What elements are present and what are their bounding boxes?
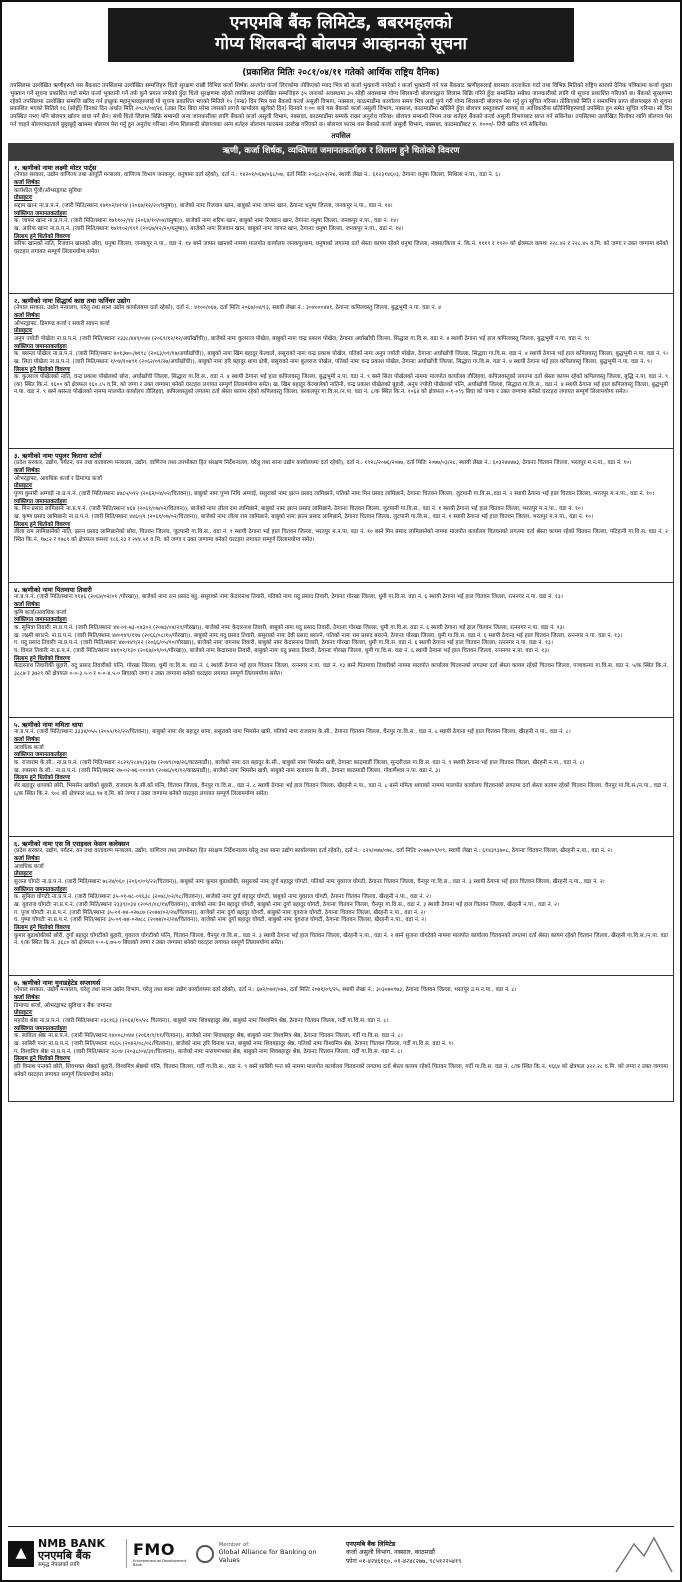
fmo-mark: FMO <box>133 1539 175 1559</box>
registration-details: (प्रदेश सरकार, उद्योग, पर्यटन, वन तथा वातावरण मन्त्रालय, उद्योग, वाणिज्य तथा उपभोक्ता हित संरक्षण निर्देशनालय, घरेलु तथा साना उद्योग कार्यालयमा दर्ता रहेको), दर्ता नं.: १९२८/२०७६/२०७७, दर्ता मितिः २०७७/०३/२८, स्थायी लेखा नं.: ६०३२४४४७३, ठेगानाः चितवन जिल्ला, भरतपुर म.न.पा., वडा नं. १०। <box>14 460 632 467</box>
loan-head-value: आवधिक कर्जा <box>14 863 44 870</box>
address-bank-name: एनएमबि बैंक लिमिटेड <box>346 1540 396 1548</box>
loan-head-label: कर्जा शिर्षकः <box>14 313 40 320</box>
loan-head-label: कर्जा शिर्षकः <box>14 995 40 1002</box>
borrower-section <box>8 294 674 449</box>
fmo-logo <box>126 1539 188 1568</box>
borrower-name: ३. ऋणीको नामः पपुलर किराना स्टोर्स <box>14 451 102 460</box>
borrower-sections <box>8 161 674 1102</box>
collateral-details: सरिफ खानको नाति, रिजवान खानको छोरा, धनुषा जिल्ला, जनकपुर न.पा., वडा नं. १४ बस्ने जाफर खानको नाममा मालपोत कार्यालय जनकपुरधाम, धनुषाको लगतमा दर्ता श्रेस्ता कायम रहेको धनुषा जिल्ला, नक्सा/कित्ता नं. कि.नं. १११९ र १९२० को क्षेत्रफल कमशः २२८.४२ र २२८.४५ व.मि. को जग्गा र उक्त जग्गामा बनेको घरटहरा लगायत सम्पूर्ण लिलामयोग्य समेत। <box>14 241 668 255</box>
member-of-label: Member of: <box>218 1542 250 1549</box>
nmb-logo <box>8 1538 126 1569</box>
nmb-mountain-icon: ▲ <box>8 1541 34 1567</box>
collateral-details: शेर बहादुर थापाको छोरी, भिमसेन खत्रीको बुहारी, राजाराम के.सी.को पत्नि, चितवन जिल्ला, चैनपुर गा.वि.स., वडा नं. ८ स्थायी ठेगाना भई हाल चितवन जिल्ला, खैरहनी न.पा., वडा नं. ८ बस्ने ममिता थापाको नाममा मालपोत कार्यालय चितवनको लगतमा दर्ता श्रेस्ता कायम रहेको चितवन जिल्ला, चैनपुर गा.वि.स./न.पा., वडा नं. ६/क स्थित कि.नं. ९०८ को क्षेत्रफल ४६३.९७ व.मि. को जग्गा र उक्त जग्गामा बनेको घरटहरा लगायत सम्पूर्ण लिलामयोग्य समेत। <box>14 783 668 797</box>
fmo-subtitle: Entrepreneurial Development Bank <box>133 1559 187 1568</box>
notice-title-box <box>108 8 574 62</box>
registration-details: (प्रदेश सरकार, उद्योग, पर्यटन, वन तथा वातावरण मन्त्रालय, उद्योग, वाणिज्य तथा उपभोक्ता हित संरक्षण निर्देशनालय घरेलु तथा साना उद्योग कार्यालयमा दर्ता रहेको), दर्ता नं.: ८२५/०७७/०७८, दर्ता मितिः २०७७/०९/०९, स्थायी लेखा नं.: ६१४३९३७०८, ठेगानाः चितवन जिल्ला, खैरहनी न.पा., वडा नं. २। <box>14 848 613 855</box>
borrower-name: ४. ऋणीको नामः पितमाया तिवारी <box>14 585 92 594</box>
proprietor-details: पुण्य कुमारी अम्गाईः ना.प्र.प.नं. (जारी मिति/स्थानः ४७८५/०१२ (२०६२/०४/०२/चितवन)), बाबुको नामः पुण्य निधि अम्गाई, ससुराको नामः झल्न प्रसाद लामिछाने, पतिको नामः मिन प्रसाद लामिछाने, ठेगानाः चितवन जिल्ला, जुटपानी गा.वि.स.,वडा नं. २ स्थायी ठेगाना भई हाल चितवन जिल्ला, भरतपुर म.न.पा., वडा नं. १०। <box>14 491 655 498</box>
guarantor-item: ख. लक्ष्मी बराल्ने: ना.प्र.प.नं. (जारी मिति/स्थानः ४४०१४९/१९७ (२०६६/०८/१०/गोरखा)), बाबुको नामः यदु प्रसाद तिवारी, ससुराको नामः देवी प्रसाद बराल्ने, पतिको नामः राम प्रसाद बराल्ने, ठेगानाः गोरखा जिल्ला, धुमी गा.वि.स. वडा नं. ६ स्थायी ठेगाना भई हाल चितवन जिल्ला, रत्ननगर न.पा. वडा नं. १३। <box>14 632 623 639</box>
guarantor-item: घ. विमल तिवारीः ना.प्र.प.नं. (जारी मिति/स्थानः ४४१०२/१३० (२०६७/०९/०९/गोरखा)), बाजेको नामः केदारनाथ तिवारी, बाबुको नामः यदु प्रसाद तिवारी, ठेगानाः गोरखा जिल्ला, धुमी गा.वि.स. वडा नं. ६ स्थायी ठेगाना भई हाल चितवन जिल्ला, रत्ननगर न.पा. वडा नं. १३। <box>14 648 550 655</box>
guarantors-label: व्यक्तिगत जमानतकर्ताहरुः <box>14 752 67 759</box>
loan-head-value: डिमाण्ड कर्जा, ओभरड्राफ्ट सुविधा र बैंक जमानत <box>14 1002 112 1009</box>
footer <box>8 1526 674 1576</box>
notice-title-line2: गोप्य शिलबन्दी बोलपत्र आव्हानको सूचना <box>215 34 467 55</box>
collateral-details: हरि विनाश पन्तको छोरी, शिवभक्त श्रेष्ठको बुहारी, विश्वमित्र श्रेष्ठको पत्नि, चितवन जिल्ला, गर्दी गा.वि.स., वडा नं. ९ बस्ने साबिरी पन्त को नाममा मालपोत कार्यालय चितवनको लगतमा दर्ता श्रेस्ता कायम रहेको चितवन जिल्ला, गर्दी गा.वि.स. वडा नं. ८/क स्थित कि.नं. १६६४ को क्षेत्रफल ३२२.२८ व.मि. को जग्गा र उक्त जग्गामा बनेको घरटहरा लगायत सम्पूर्ण लिलामयोग्य समेत। <box>14 1064 668 1078</box>
proprietor-details: सद्दाम खानः ना.प्र.प.नं. (जारी मिति/स्थानः १७१०२/४१९४ (२०६७/१२/२०/धनुषा)), बाजेको नामः रिजवान खान, बाबुको नामः जाफर खान, ठेगानाः धनुषा जिल्ला, जनकपुर न.पा., वडा नं. १४। <box>14 203 393 210</box>
loan-head-value: कृषि कर्जा/आवधिक कर्जा <box>14 609 67 616</box>
address-phone: फोनः ०१-४२४६१६०, ०१-४२४८२७७, ९८५१२२५४१९ <box>346 1557 462 1565</box>
proprietor-label: प्रोप्राइटरः <box>14 1010 33 1017</box>
collateral-label: लिलाम हुने धितोको विवरणः <box>14 775 71 782</box>
proprietor-details: अनुप ज्योती पोखेलः ना.प्र.प.नं. (जारी मिति/स्थानः २३३८/४४९/०४४ (२०६९/१२/१२/अर्घाखाँची)), बाजेको नामः कुलराज पोखेल, बाबुको नामः चन्द्र प्रकाश पोखेल, ठेगानाः अर्घाखाँची जिल्ला, सिद्धारा गा.वि.स. वडा नं. ४ स्थायी ठेगाना भई हाल कपिलवस्तु जिल्ला, बुद्धभूमी न.पा. वडा नं. ९। <box>14 336 590 343</box>
borrower-name: ७. ऋणीको नामः मुनाडहेटेड सप्लायर्स <box>14 978 101 987</box>
registration-details: (नेपाल सरकार, उद्योग मन्त्रालय, घरेलु तथा साना उद्योग कार्यालयमा दर्ता रहेको), दर्ता नं.: ४१००/०६७, दर्ता मितिः २०६७/०४/१३, स्थायी लेखा नं.: ३०४०००४४१, ठेगानाः कपिलवस्तु जिल्ला, बुद्धभूमी न.पा. वडा नं. ४ <box>14 305 442 312</box>
gabv-name: Global Alliance for Banking on Values <box>218 1548 317 1565</box>
loan-head-label: कर्जा शिर्षकः <box>14 856 40 863</box>
guarantor-item: ख. आरिफ खानः ना.प्र.प.नं. (जारी मिति/स्थानः १७११०२/१९१ (२०६७/१२/२०/धनुषा)), बाजेको नामः रिजवान खान, बाबुको नामः जाफर खान, ठेगानाः धनुषा जिल्ला, जनकपुर न.पा., वडा नं. १४। <box>14 226 404 233</box>
schedule-heading: तपसिल <box>331 132 351 141</box>
collateral-details: कुमार बुढाथोकीको छोरी, दुर्गा बहादुर घोगटीको बुहारी, युवराज घोगटीको पत्नि, चितवन जिल्ला, चैनपुर गा.वि.स., वडा नं. ३ स्थायी ठेगाना भई हाल चितवन जिल्ला, खैरहनी न.पा., वडा नं. २ बस्ने सुजना घोगटेको नाममा मालपोत कार्यालय चितवनको लगतमा दर्ता श्रेस्ता कायम रहेको चितवन जिल्ला, खैरहनी गा.वि.स./न.पा. वडा नं. १/क स्थित कि.नं. ३६८० को क्षेत्रफल ०-०-६.७५-० बिघाको जग्गा र उक्त जग्गामा बनेको घरटहरा लगायत सम्पूर्ण लिलामयोग्य समेत। <box>14 932 668 947</box>
guarantor-item: ख. युवराज घोगटीः ना.प्र.प.नं. (जारी मिति/स्थानः २३३९/०३४ (२०५९/०८/१४/चितवन)), बाजेको नामः प्रेम बहादुर घोगटी, बाबुको नामः दुर्गा बहादुर घोगटी, ठेगानाः चितवन जिल्ला, चैनपुर गा.वि.स., वडा नं. ३ स्थायी ठेगाना भई हाल चितवन जिल्ला, खैरहनी न.पा., वडा नं. २। <box>14 902 560 909</box>
bank-name-en: NMB BANK <box>38 1536 105 1550</box>
loan-head-label: कर्जा शिर्षकः <box>14 468 40 475</box>
published-date: (प्रकाशित मितिः २०८१/०४/११ गतेको आर्थिक राष्ट्रिय दैनिक) <box>242 67 440 78</box>
guarantor-item: ख. सिता पोखेलः ना.प्र.प.नं. (जारी मिति/स्थानः १/०४/१०४९१ (२०६२/०१/२७/अर्घाखाँची)), बाबुको नामः हरि बहादुर थापा क्षेत्री, ससुराको नामः कुलराज पोखेल, पतिको नामः चन्द्र प्रकाश पोखेल, ठेगानाः अर्घाखाँची जिल्ला, सिद्धारा गा.वि.स. वडा नं. ४ स्थायी ठेगाना भई हाल कपिलवस्तु जिल्ला, बुद्धभूमी न.पा. वडा नं. ९। <box>14 359 652 366</box>
collateral-label: लिलाम हुने धितोको विवरणः <box>14 521 71 528</box>
registration-details: (नेपाल सरकार, उद्योग मन्त्रालय, घरेलु तथा साना उद्योग विभाग, घरेलु तथा साना उद्योग कार्यालयमा दर्ता रहेको), दर्ता नं.: ६७२/०७१/०७२, दर्ता मितिः २०७१/०९/२५, स्थायी लेखा नं.: ३०३०७०९७३, ठेगानाः चितवन जिल्ला, भरतपुर उ.म.न.पा., वडा नं. ८। <box>14 987 517 994</box>
guarantor-item: क. जाफर खानः ना.प्र.प.नं. (जारी मिति/स्थानः १७११०२/१४ (२०६४/१०/०४/धनुषा)), बाजेको नामः शरिफ खान, बाबुको नामः रिजवान खान, ठेगानाः धनुषा जिल्ला, जनकपुर न.पा., वडा नं. १४। <box>14 218 399 225</box>
proprietor-details: महादेव श्रेष्ठः ना.प्र.प.नं. (जारी मिति/स्थानः ०३८१६३ (२०६४/१०/२८ चितवन)), बाबुको नामः शिवबहादुर श्रेष्ठ, बाबुको नामः विश्वमित्र श्रेष्ठ, ठेगानाः चितवन जिल्ला, गर्दी गा.वि.स. वडा नं. ८। <box>14 1018 389 1025</box>
loan-head-value: आवधिक कर्जा <box>14 744 44 751</box>
borrower-name: २. ऋणीको नामः सिद्धार्थ काष्ठ तथा फर्निचर उद्योग <box>14 296 131 305</box>
borrower-name: १. ऋणीको नामः लक्ष्मी मोटर पार्ट्स <box>14 163 97 172</box>
borrower-section <box>8 583 674 718</box>
loan-head-label: कर्जा शिर्षकः <box>14 602 40 609</box>
guarantors-label: व्यक्तिगत जमानतकर्ताहरुः <box>14 1025 67 1032</box>
borrower-name: ६. ऋणीको नामः एस वि एराइवल फेसन कलेक्सन <box>14 839 130 848</box>
loan-head-label: कर्जा शिर्षकः <box>14 737 40 744</box>
registration-details: ना.प्र.प.नं. (जारी मिति/स्थानः ११४६ (२०६४/०२/०१ /गोरखा)), बाजेको नामः रत्न प्रसाद बहु, ससुराको नामः केदारनाथ तिवारी, पतिको नामः यदु प्रसाद तिवारी, ठेगानाः गोरखा जिल्ला, धुमी गा.वि.स. वडा नं. ६ स्थायी ठेगाना भई हाल चितवन जिल्ला, रत्ननगर न.पा. वडा नं. १३। <box>14 594 563 601</box>
borrower-section <box>8 449 674 583</box>
borrower-section <box>8 837 674 976</box>
collateral-label: लिलाम हुने धितोको विवरणः <box>14 366 71 373</box>
gabv-circle-icon <box>196 1545 214 1563</box>
borrower-section <box>8 161 674 294</box>
loan-head-value: कार्यशील पूँजी/ओभरड्राफ्ट सुविधा <box>14 187 82 194</box>
collateral-details: केदारनाथ तिवारीकी बुहारी, यदु प्रसाद तिवारीको पत्नि, गोरखा जिल्ला, धुमी गा.वि.स. वडा नं. ६ स्थायी ठेगाना भई हाल चितवन जिल्ला, रत्ननगर न.पा. वडा नं. १३ बस्ने पितमाया तिवारीको नाममा मालपोत कार्यालय चितवनको लगतमा दर्ता श्रेस्ता कायम रहेको चितवन जिल्ला, पञ्चकन्या गा.वि.स. वडा नं. ५/क स्थित कि.नं. ३८८७ र ३७२९ को क्षेत्रफल ०-०-३.५-० र ०-०-४.५-० बिघाको जग्गा र उक्त जग्गामा बनेको घरटहरा लगायत सम्पूर्ण लिलामयोग्य समेत। <box>14 663 668 677</box>
registration-details: ना.प्र.प.नं. (जारी मिति/स्थानः ३३३४/०५५ (२०५५/१२/२२/चितवन)), बाबुको नामः शेर बहादुर थापा, ससुराको नामः भिमसेन खत्री, पतिको नामः राजाराम के.सी., ठेगानाः चितवन जिल्ला, चैनपुर गा.वि.स., वडा नं. ८ स्थायी ठेगाना भई हाल चितवन जिल्ला, खैरहनी न.पा., वडा नं. ८। <box>14 729 571 736</box>
bank-name-np: एनएमबि बैंक <box>38 1548 91 1562</box>
registration-details: (नेपाल सरकार, उद्योग वाणिज्य तथा आपूर्ति मन्त्रालय, वाणिज्य विभाग जनकपुर, धनुषामा दर्ता रहेको), दर्ता नं.: १४२०१/०६७/०६८/०७, दर्ता मितिः २०६८/०२/२४, स्थायी लेखा नं.: ६१२३१४६०३, ठेगानाः धनुषा जिल्ला, मिथिला न.पा., वडा नं. ६। <box>14 172 501 179</box>
guarantor-item: ग. विश्वमित्र श्रेष्ठः ना.प्र.प.नं. (जारी मिति/स्थानः २८०४ (२०३८/०४/३१/चितवन)), बाजेको नामः नारायणभक्त श्रेष्ठ, बाबुको नामः शिवबहादुर श्रेष्ठ, ठेगानाः चितवन जिल्ला, गर्दी गा.वि.स. वडा नं. ८। <box>14 1048 403 1055</box>
collateral-label: लिलाम हुने धितोको विवरणः <box>14 1056 71 1063</box>
collateral-label: लिलाम हुने धितोको विवरणः <box>14 925 71 932</box>
guarantors-label: व्यक्तिगत जमानतकर्ताहरुः <box>14 886 67 893</box>
guarantor-item: क. सुमित्रा तिवारीः ना.प्र.प.नं. (जारी मिति/स्थानः ४४-०१-७३-०४३०२ (२०७३/०४/२९/गोरखा)), बाजेको नामः केदारनाथ तिवारी, बाबुको नामः यदु प्रसाद तिवारी, ठेगानाः गोरखा जिल्ला, धुमी गा.वि.स. वडा नं. ६ स्थायी ठेगाना भई हाल चितवन जिल्ला, रत्ननगर न.पा. वडा नं. १३। <box>14 625 565 632</box>
mountain-icon <box>614 1534 674 1574</box>
collateral-label: लिलाम हुने धितोको विवरणः <box>14 655 71 662</box>
guarantors-label: व्यक्तिगत जमानतकर्ताहरुः <box>14 343 67 350</box>
loan-head-label: कर्जा शिर्षकः <box>14 180 40 187</box>
guarantor-item: ख. कृष्ण प्रसाद लामिछानेः ना.प्र.प.नं. (जारी मिति/स्थानः ४४६०/१ (२०६१/०७/०२/चितवन)), बाजेको नामः लीला राम लामिछाने, बाबुको नामः झल्न प्रसाद लामिछाने, ठेगानाः चितवन जिल्ला, जुटपानी गा.वि.स., वडा नं. १ स्थायी ठेगाना भई हाल चितवन जिल्ला, भरतपुर म.न.पा., वडा नं. १०। <box>14 514 594 521</box>
proprietor-details: सुजना घोगटेः ना.प्र.प.नं. (जारी मिति/स्थानः ७८२४/०६० (२०६०/०९/२२/चितवन)), बाबुको नामः कुमार बुढाथोकी, ससुराको नामः दुर्गा बहादुर घोगटी, पतिको नामः युवराज घोगटी, ठेगानाः चितवन जिल्ला, चैनपुर गा.वि.स., वडा नं. ३ स्थायी ठेगाना भई हाल चितवन जिल्ला, खैरहनी न.पा., वडा नं. २। <box>14 879 605 886</box>
intro-paragraph: तपसिलमा उल्लेखित ऋणीहरुले यस बैंकबाट तपसिलमा उल्लेखित सम्पत्तिहरु धितो सुरक्षण राखी विभिन्न कर्जा शिर्षक अन्तर्गत कर्जा लिएकोमा तोकिएको म्याद भित्र सो कर्जा भुक्तानी नगरेको र कर्जा भुक्तानी गर्न यस बैंकबाट ऋणीहरुलाई बारम्बार तरताकेता गर्दा तथा विभिन्न मितिको राष्ट्रिय स्तरको दैनिक पत्रिकामा कर्जा चुक्ता भुक्तान गर्ने सूचना प्रकाशित गर्दा समेत कर्जा भुक्तानी गर्ने तर्फ कुनै प्रयत्न नगरेको हुँदा धितो सुरक्षणमा रहेको तपसिलमा उल्लेखित सम्पत्तिहरु ३५ जनाको अवस्थामा ३५ सोही अवस्थामा गोप्य शिलबन्दी बोलपत्रद्वारा लिलाम बिक्रि गरिने हुँदा सम्बन्धित सबैका जानकारीको लागि यो सूचना प्रकाशित गरिएको छ। बैंकको सुरक्षणमा रहेको तपसिलमा उल्लेखित सम्पत्ति खरिद गर्न इच्छुक महानुभावहरुलाई यो सूचना प्रकाशित भएको मितिले १५ (पन्ध्र) दिन भित्र यस बैंकको कर्जा असुली विभाग, नक्साल, काठमाडौंमा कार्यालय समय भित्र आई पुग्ने गरी गोप्य शिलबन्दी बोलपत्र पेश गर्नु हुन सूचित गरिन्छ। तोकिएको मिति र समयभित्र प्राप्त बोलपत्रहरु यो सूचना प्रकाशित भएको मितिले १६ (सोह्रौं) दिनका दिन अर्थात मिति २०८१/०४/२६ (उक्त दिन बिदा परेमा त्यसको लगत्तै कार्यालय खुलेको दिन) दिनको १:०० बजे यस बैंकको कर्जा असुली विभाग, नक्साल, काठमाडौंमा खोलिने हुँदा बोलपत्र प्रस्तुतकर्ता स्वयम् वा आधिकारीक प्रतिनिधिहरुलाई उपस्थित हुन समेत सूचित गरिन्छ। सो दिन उपस्थित नभए पनि बोलपत्र खोल्न बाधा पर्ने छैन। साथै धितो लिलाम बिक्रि सम्बन्धी अन्य जानकारीका लागि बैंकको कर्जा असुली विभाग, नक्साल, काठमाडौंमा सम्पर्क राख्न अनुरोध गरिन्छ। बोलपत्र सम्बन्धी नियम तथा शर्तहरु बैंकको कर्जा असुली विभागबाट प्राप्त गर्न सकिनेछ। तपसिलमा उल्लेखित धितोका लागि बोलपत्र पेश गर्न चाहने बोलपत्रदाताले छुट्टाछुट्टै खाममा बोलपत्र पेश गर्नु हुन अनुरोध गरिन्छ। गोप्य शिलबन्दी बोलपत्रका अन्य शर्तहरु बोलपत्र फारममा उल्लेख गरिएको छ। बोलपत्र फारम यस बैंकको कर्जा असुली विभाग, नक्साल, काठमाडौंबाट रु. १०००/- तिरी खरिद गर्न सकिनेछ। <box>10 83 673 128</box>
proprietor-label: प्रोप्राइटरः <box>14 871 33 878</box>
guarantors-label: व्यक्तिगत जमानतकर्ताहरुः <box>14 498 67 505</box>
guarantor-item: ख. रुक्समा के.सी.: ना.प्र.प.नं. (जारी मिति/स्थानः २७-०२-७६-०००४९ (२०७६/०१/१२/काठमाडौं)), बाजेको नामः भिमसेन खत्री, बाबुको नामः राजाराम के.सी., ठेगानाः काठमाडौं जिल्ला, गोकर्णेश्वर न.पा. वडा नं. ३। <box>14 767 441 774</box>
contact-address <box>336 1541 614 1566</box>
guarantors-label: व्यक्तिगत जमानतकर्ताहरुः <box>14 210 67 217</box>
guarantor-item: ख. साबिरी पन्तः ना.प्र.प.नं. (जारी मिति/स्थानः १६६५ (२०४२/०८/०८/चितवन)), बाजेको नामः हरि विनाश पन्त, बाबुको नामः शिवबहादुर श्रेष्ठ, पतिको नामः विश्वमित्र श्रेष्ठ, ठेगानाः चितवन जिल्ला, गर्दी गा.वि.स. वडा नं. ९। <box>14 1041 454 1048</box>
address-line: कर्जा असुली विभाग, नक्साल, काठमाडौं <box>346 1549 435 1557</box>
proprietor-label: प्रोप्राइटरः <box>14 328 33 335</box>
guarantor-item: क. बसन्ता पोखेलः ना.प्र.प.नं. (जारी मिति/स्थानः ४०१३७०-/७१९८ (२०६३/०१/१७/अर्घाखाँची)), बाबुको नामः खिम बहादुर केल्वाले, ससुराको नामः चन्द्र प्रकाश पोखेल, पतिको नामः अनुप ज्योती पोखेल, ठेगानाः अर्घाखाँची जिल्ला, सिद्धारा गा.वि.स. वडा नं. ४ स्थायी ठेगाना भई हाल कपिलवस्तु जिल्ला, बुद्धभूमी न.पा. वडा नं. ९। <box>14 351 668 358</box>
gabv-logo <box>188 1542 336 1565</box>
notice-title-line1: एनएमबि बैंक लिमिटेड, बबरमहलको <box>229 13 453 33</box>
collateral-details: लीला राम लामिछानेको नाति, झल्न प्रसाद लामिछानेको छोरा, चितवन जिल्ला, जुटपानी गा.वि.स., वडा नं. १ स्थायी ठेगाना भई हाल चितवन जिल्ला, भरतपुर म.न.पा. वडा नं. १० बस्ने मिन प्रसाद लामिछानेको नाममा मालपोत कार्यालय चितवनको लगतमा दर्ता श्रेस्ता कायम रहेको चितवन जिल्ला, पटिहानी गा.वि.स. वडा नं. २ स्थित कि.नं. १७८२ र १७८१ को क्षेत्रफल कमशः १८६.२३ र २४४.५१ व.मि. को जग्गा र उक्त जग्गामा बनेको घरटहरा लगायत सम्पूर्ण लिलामयोग्य समेत। <box>14 529 668 543</box>
loan-head-value: ओभरड्राफ्ट, आवधिक कर्जा र डिमाण्ड कर्जा <box>14 475 102 482</box>
guarantor-item: क. साविता श्रेष्ठः ना.प्र.प.नं. (जारी मिति/स्थानः १४००८/०४४ (२०६१/९/११/चितवन)), बाजेको नामः शिवबहादुर श्रेष्ठ, बाबुको नामः विश्वमित्र श्रेष्ठ, ठेगानाः चितवन जिल्ला, गर्दी गा.वि.स. वडा नं. ८। <box>14 1033 403 1040</box>
loan-head-value: ओभरड्राफ्ट, डिमाण्ड कर्जा र सवारी साधन कर्जा <box>14 320 110 327</box>
bank-tagline: समृद्ध नेपालको लागि <box>38 1561 80 1568</box>
collateral-details: क. कुलराज पोखेलको नाति, चन्द्र प्रकाश पोखेलको छोरा, अर्घाखाँची जिल्ला, सिद्धारा गा.वि.स., वडा नं. ४ स्थायी ठेगाना भई हाल कपिलवस्तु जिल्ला, बुद्धभूमी न.पा. वडा नं. ९ बस्ने सिता पोखेलको नाममा मालपोत कार्यालय तौलिहवा, कपिलवस्तुको लगतमा दर्ता श्रेस्ता कायम रहेको कपिलवस्तु जिल्ला, बुद्धि न.पा. वडा नं. ९ (क) स्थित कि.नं. १६०० को क्षेत्रफल १६०.८५ व.मि. को जग्गा र उक्त जग्गामा बनेको घरटहरा लगायत सम्पूर्ण लिलामयोग्य समेत। ख. खिम बहादुर केल्वालेको नातिनी, चन्द्र प्रकाश पोखेलको बुहारी, अनुप ज्योती पोखेलको पत्नि, अर्घाखाँची जिल्ला, सिद्धारा गा.वि.स., वडा नं. ४ स्थायी ठेगाना भई हाल कपिलवस्तु जिल्ला, बुद्धभूमी न.पा. वडा नं. ९ बस्ने बसन्ता पोखेलको नाममा मालपोत कार्यालय तौलिहवा, कपिलवस्तुको लगतमा दर्ता श्रेस्ता कायम रहेको कपिलवस्तु जिल्ला, बरकलपुर गा.वि.स./न.पा. वडा नं. ८/क स्थित कि.नं. १०६४ को क्षेत्रफल ०-१-०¹⁄₂ बिघा को जग्गा र उक्त जग्गामा बनेको घरटहरा लगायत सम्पूर्ण लिलामयोग्य समेत। <box>14 374 668 396</box>
borrower-section <box>8 976 674 1102</box>
guarantor-item: घ. पुष्पा घोगटीः ना.प्र.प.नं. (जारी मिति/स्थानः ३५-०१-७४-०२७८८ (२०७४/०२/२४/चितवन)), बाजेको नामः दुर्गा बहादुर घोगटी, बाबुको नामः युवराज घोगटी, ठेगानाः चितवन जिल्ला, खैरहनी न.पा., वडा नं. २। <box>14 917 427 924</box>
borrower-section <box>8 718 674 837</box>
collateral-label: लिलाम हुने धितोको विवरणः <box>14 233 71 240</box>
guarantor-item: क. मिन प्रसाद लामिछानेः ना.प्र.प.नं. (जारी मिति/स्थानः ४६४ (२०६१/०७/०२/चितवन)), बाजेको नामः लीला राम लामिछाने, बाबुको नामः झल्न प्रसाद लामिछाने, ठेगानाः चितवन जिल्ला, जुटपानी गा.वि.स., वडा नं. १ स्थायी ठेगाना भई हाल चितवन जिल्ला, भरतपुर म.न.पा., वडा नं. १०। <box>14 506 583 513</box>
guarantor-item: ग. पूजा घोगटीः ना.प्र.प.नं. (जारी मिति/स्थानः ३५-०१-७४-०२७८७ (२०७४/०२/२४/चितवन)), बाजेको नामः दुर्गा बहादुर घोगटी, बाबुको नामः युवराज घोगटी, ठेगानाः चितवन जिल्ला, खैरहनी न.पा., वडा नं. २। <box>14 909 426 916</box>
guarantor-item: क. सुमिता घोगटीः ना.प्र.प.नं. (जारी मिति/स्थानः ३५-०१-७८-०१६३८ (२०७८/०२/१८/चितवन)), बाजेको नामः दुर्गा बहादुर घोगटी, बाबुको नामः युवराज घोगटी, ठेगानाः चितवन जिल्ला, खैरहनी न.पा., वडा नं. २। <box>14 894 432 901</box>
guarantor-item: क. राजाराम के.सी.: ना.प्र.प.नं. (जारी मिति/स्थानः २८२१/२८४५/३३१७ (२०४९/०७/२६/काठमाडौं)), बाजेको नामः दल बहादुर के.सी., बाबुको नामः भिमसेन खत्री, ठेगानाः काठमाडौं जिल्ला, सुन्दरीजल गा.वि.स. वडा नं. ९ स्थायी ठेगाना भई हाल चितवन जिल्ला, खैरहनी न.पा., वडा नं. ८। <box>14 760 585 767</box>
proprietor-label: प्रोप्राइटरः <box>14 483 33 490</box>
guarantors-label: व्यक्तिगत जमानतकर्ताहरुः <box>14 617 67 624</box>
guarantor-item: ग. यदु प्रसाद तिवारीः ना.प्र.प.नं. (जारी मिति/स्थानः ४४०१४९/२२ (२०६६/०५/१०/गोरखा)), बाजेको नामः जगनाथ तिवारी, बाबुको नामः केदारनाथ तिवारी, ठेगानाः गोरखा जिल्ला, धुमी गा.वि.स. वडा नं. ६ स्थायी ठेगाना भई हाल चितवन जिल्ला, रत्ननगर न.पा. वडा नं. १३। <box>14 640 553 647</box>
borrower-name: ५. ऋणीको नामः ममिता थापा <box>14 720 83 729</box>
table-header: ऋणी, कर्जा शिर्षक, व्यक्तिगत जमानतकर्ताहरु र लिलाम हुने धितोको विवरण <box>8 143 674 160</box>
proprietor-label: प्रोप्राइटरः <box>14 195 33 202</box>
